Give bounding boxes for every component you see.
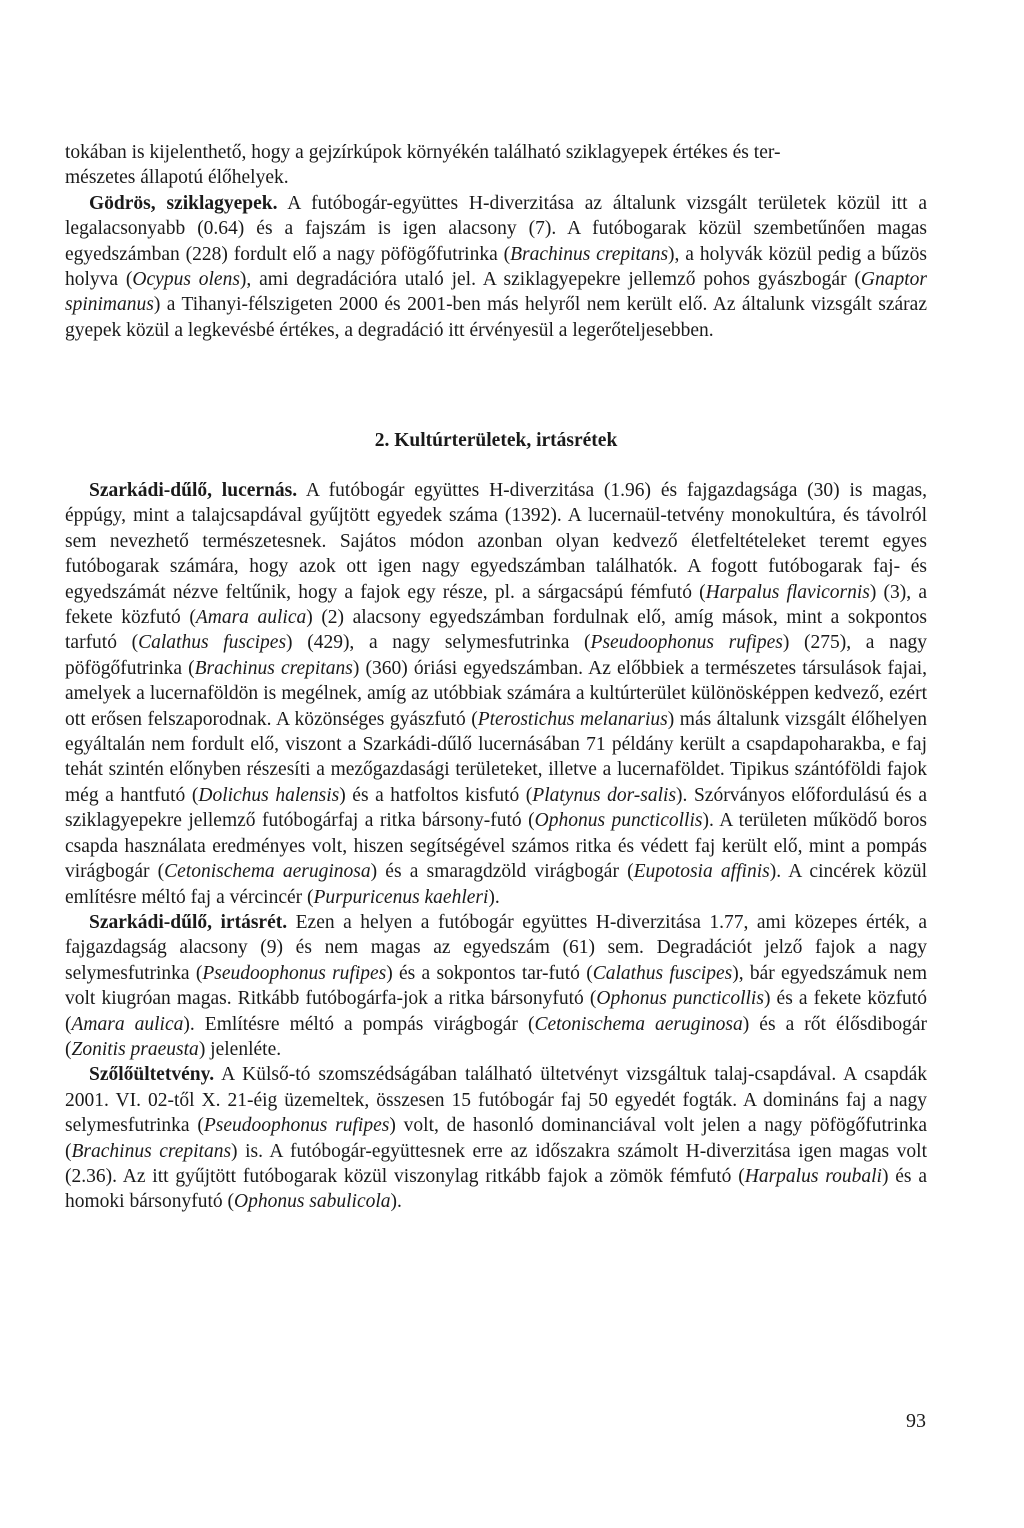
irtasret-paragraph: Szarkádi-dűlő, irtásrét. Ezen a helyen a futóbogár együttes H-diverzitása 1.77, ami közepes érték, a fajgazdagság alacsony (9) és nem magas az egyedszám (61) sem. Degradációt jelző fajok a nagy selymesfutrinka (Pseudoophonus rufipes) és a sokpontos tar-futó (Calathus fuscipes), bár egyedszámuk nem volt kiugróan magas. Ritkább futóbogárfa-jok a ritka bársonyfutó (Ophonus puncticollis) és a fekete közfutó (Amara aulica). Említésre méltó a pompás virágbogár (Cetonischema aeruginosa) és a rőt élősdibogár (Zonitis praeusta) jelenléte. <box>65 911 927 1060</box>
godros-paragraph: Gödrös, sziklagyepek. A futóbogár-együttes H-diverzitása az általunk vizsgált területek közül itt a legalacsonyabb (0.64) és a fajszám is igen alacsony (7). A futóbogarak közül szembetűnően magas egyedszámban (228) fordult elő a nagy pöfögőfutrinka (Brachinus crepitans), a holyvák közül pedig a bűzös holyva (Ocypus olens), ami degradációra utaló jel. A sziklagyepekre jellemző pohos gyászbogár (Gnaptor spinimanus) a Tihanyi-félszigeten 2000 és 2001-ben más helyről nem került elő. Az általunk vizsgált száraz gyepek közül a legkevésbé értékes, a degradáció itt érvényesül a legerőteljesebben. <box>65 192 928 341</box>
species-name: Ophonus sabulicola <box>233 1191 391 1213</box>
species-name: Eupotosia affinis <box>633 861 770 883</box>
species-name: Pseudoophonus rufipes <box>590 632 783 654</box>
species-name: Harpalus roubali <box>744 1165 882 1187</box>
species-name: Platynus dor-salis <box>532 784 677 806</box>
species-name: Pterostichus melanarius <box>477 708 668 730</box>
lucernas-heading: Szarkádi-dűlő, lucernás. <box>89 480 298 501</box>
species-name: Zonitis praeusta <box>71 1038 199 1060</box>
species-name: Brachinus crepitans <box>194 657 353 679</box>
species-name: Gnaptor spinimanus <box>65 269 927 316</box>
szoloultetveny-paragraph: Szőlőültetvény. A Külső-tó szomszédságában található ültetvényt vizsgáltuk talaj-csapdával. A csapdák 2001. VI. 02-től X. 21-éig üzemeltek, összesen 15 futóbogár faj 50 egyedét fogták. A domináns faj a nagy selymesfutrinka (Pseudoophonus rufipes) volt, de hasonló dominanciával volt jelen a nagy pöfögőfutrinka (Brachinus crepitans) is. A futóbogár-együttesnek erre az időszakra számolt H-diverzitása igen magas volt (2.36). Az itt gyűjtött futóbogarak közül viszonylag ritkább fajok a zömök fémfutó (Harpalus roubali) és a homoki bársonyfutó (Ophonus sabulicola). <box>65 1064 927 1213</box>
top-text-block <box>65 140 927 343</box>
species-name: Calathus fuscipes <box>592 962 733 984</box>
szoloultetveny-heading: Szőlőültetvény. <box>89 1064 215 1086</box>
species-name: Purpuricenus kaehleri <box>313 886 489 908</box>
godros-heading: Gödrös, sziklagyepek. <box>89 192 278 214</box>
species-name: Brachinus crepitans <box>510 243 669 265</box>
species-name: Cetonischema aeruginosa <box>164 861 371 883</box>
species-name: Cetonischema aeruginosa <box>534 1013 743 1035</box>
species-name: Dolichus halensis <box>198 784 340 806</box>
species-name: Pseudoophonus rufipes <box>203 1115 390 1137</box>
species-name: Ocypus olens <box>132 269 240 291</box>
page-number: 93 <box>906 1410 926 1432</box>
species-name: Amara aulica <box>71 1013 184 1035</box>
section-heading: 2. Kultúrterületek, irtásrétek <box>374 430 618 451</box>
species-name: Ophonus puncticollis <box>596 988 764 1010</box>
species-name: Brachinus crepitans <box>71 1140 232 1162</box>
section2-text-block <box>65 478 927 1215</box>
species-name: Pseudoophonus rufipes <box>202 962 387 984</box>
species-name: Amara aulica <box>195 607 307 629</box>
species-name: Harpalus flavicornis <box>705 581 870 603</box>
lucernas-paragraph: Szarkádi-dűlő, lucernás. A futóbogár együttes H-diverzitása (1.96) és fajgazdagsága (30) is magas, éppúgy, mint a talajcsapdával gyűjtött egyedek száma (1392). A lucernaül-tetvény monokultúra, és távolról sem nevezhető természetesnek. Sajátos módon azonban olyan kedvező életfeltételeket teremt egyes futóbogarak számára, hogy azok ott igen nagy egyedszámban találhatók. A fogott futóbogarak faj- és egyedszámát nézve feltűnik, hogy a fajok egy része, pl. a sárgacsápú fémfutó (Harpalus flavicornis) (3), a fekete közfutó (Amara aulica) (2) alacsony egyedszámban fordulnak elő, amíg mások, mint a sokpontos tarfutó (Calathus fuscipes) (429), a nagy selymesfutrinka (Pseudoophonus rufipes) (275), a nagy pöfögőfutrinka (Brachinus crepitans) (360) óriási egyedszámban. Az előbbiek a természetes társulások fajai, amelyek a lucernaföldön is megélnek, amíg az utóbbiak számára a kultúrterület különösképpen kedvező, ezért ott erősen felszaporodnak. A közönséges gyászfutó (Pterostichus melanarius) más általunk vizsgált élőhelyen egyáltalán nem fordult elő, viszont a Szarkádi-dűlő lucernásában 71 példány került a csapdapoharakba, e faj tehát szintén előnyben részesíti a mezőgazdasági területeket, illetve a lucernaföldet. Tipikus szántóföldi fajok még a hantfutó (Dolichus halensis) és a hatfoltos kisfutó (Platynus dor-salis). Szórványos előfordulású és a sziklagyepekre jellemző futóbogárfaj a ritka bársony-futó (Ophonus puncticollis). A területen működő boros csapda használata eredményes volt, hiszen segítségével számos ritka és védett faj került elő, mint a pompás virágbogár (Cetonischema aeruginosa) és a smaragdzöld virágbogár (Eupotosia affinis). A cincérek közül említésre méltó faj a vércincér (Purpuricenus kaehleri). <box>65 480 928 908</box>
intro-paragraph: tokában is kijelenthető, hogy a gejzírkúpok környékén található sziklagyepek értékes és ter- mészetes állapotú élőhelyek. <box>65 142 781 189</box>
irtasret-heading: Szarkádi-dűlő, irtásrét. <box>89 911 288 933</box>
species-name: Ophonus puncticollis <box>534 810 703 832</box>
species-name: Calathus fuscipes <box>138 632 287 654</box>
